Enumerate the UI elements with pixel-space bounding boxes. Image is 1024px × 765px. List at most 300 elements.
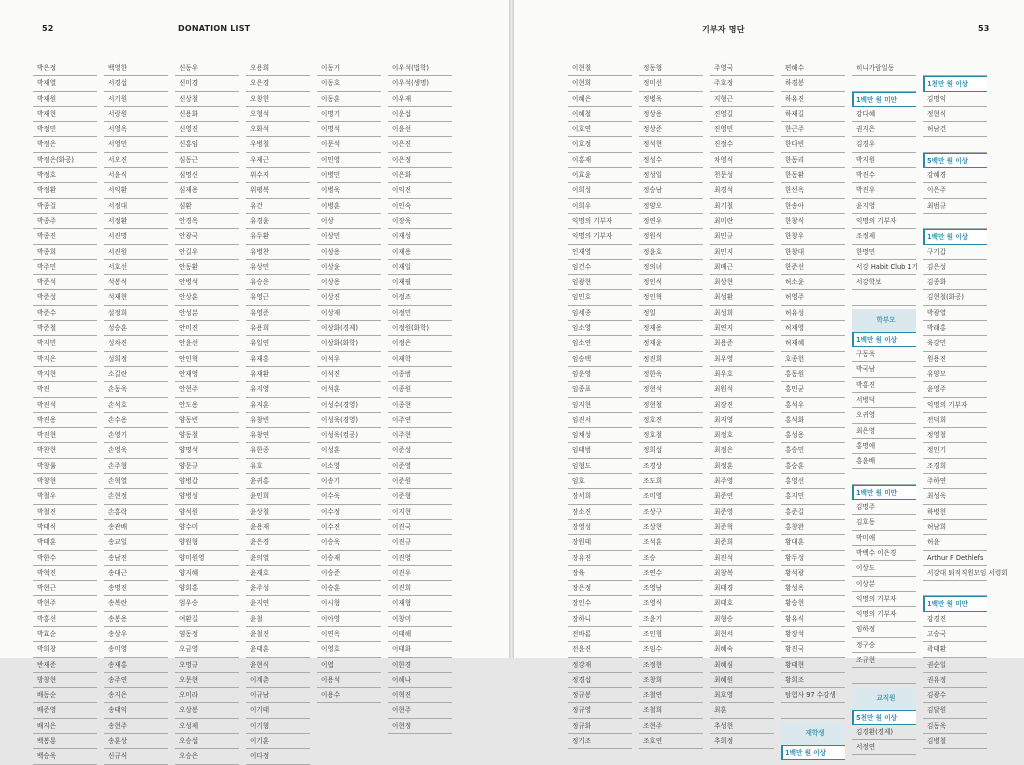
donor-name: 장서희 [568, 489, 632, 504]
donor-name: 정연우 [639, 214, 703, 229]
donor-name: 조도희 [639, 474, 703, 489]
left-page-number: 52 [42, 24, 54, 33]
donor-name: 오형석 [246, 107, 310, 122]
donor-name: 유호 [246, 459, 310, 474]
donor-name: 김경환(경제) [852, 725, 916, 740]
donor-name: 김광수 [923, 688, 987, 703]
donor-name: 이수정 [317, 505, 381, 520]
donor-name: 양병갑 [175, 474, 239, 489]
donor-name: 윤민희 [246, 489, 310, 504]
donor-name: 이상재 [317, 306, 381, 321]
blank-row [852, 290, 916, 305]
donor-name: 허남건 [923, 122, 987, 137]
donor-name: 최장진 [710, 398, 774, 413]
donor-name: 박종주 [33, 214, 97, 229]
donor-name: 임지현 [568, 398, 632, 413]
donor-name: 이명기 [317, 107, 381, 122]
donor-name: 박정환 [33, 183, 97, 198]
donor-name: 이익진 [388, 183, 452, 198]
donor-name: 이성욱(컴공) [317, 428, 381, 443]
donor-name: 김호동 [852, 515, 916, 530]
donor-name: 이은진 [388, 137, 452, 152]
donor-name: 허남희 [923, 520, 987, 535]
donor-name: 서정연 [852, 740, 916, 755]
donor-name: 호종헌 [781, 352, 845, 367]
donor-name: 이기태 [246, 703, 310, 718]
donor-name: 박진우 [852, 183, 916, 198]
donor-name: 박한수 [33, 551, 97, 566]
donor-name: 최정호 [710, 428, 774, 443]
donor-name: 최준희 [710, 535, 774, 550]
donor-name: 박은정 [33, 61, 97, 76]
donor-name: 조상구 [639, 505, 703, 520]
blank-row [852, 76, 916, 91]
donor-name: 황희조 [781, 673, 845, 688]
donor-name: 이성훈 [317, 443, 381, 458]
donor-name: 박효순 [33, 627, 97, 642]
donor-name: 유영근 [246, 290, 310, 305]
donor-name: 이혜철 [568, 107, 632, 122]
donor-name: 이성수(경영) [317, 398, 381, 413]
donor-name: 오용희 [246, 61, 310, 76]
donor-name: 이상화(화학) [317, 336, 381, 351]
donor-name: 황석광 [781, 566, 845, 581]
donor-name: 조규현 [852, 653, 916, 668]
donor-name: 이진영 [388, 551, 452, 566]
donor-name: 이우석(생명) [388, 76, 452, 91]
donor-name: 박현근 [33, 581, 97, 596]
donor-name: 강혜경 [923, 168, 987, 183]
donor-name: 유재흥 [246, 352, 310, 367]
donor-name: 오문현 [175, 673, 239, 688]
donor-name: 조임수 [639, 642, 703, 657]
donor-name: 안동환 [175, 260, 239, 275]
left-page-title: DONATION LIST [178, 24, 251, 33]
donor-name: 정인혁 [639, 290, 703, 305]
donor-name: 정상용 [639, 107, 703, 122]
donor-name: 서영옥 [104, 122, 168, 137]
donor-name: 주하연 [923, 474, 987, 489]
donor-name: 이상민 [317, 229, 381, 244]
donor-name: 양문규 [175, 459, 239, 474]
left-page [0, 0, 509, 761]
donor-name: 안성분 [175, 306, 239, 321]
donor-name: 최미란 [710, 214, 774, 229]
donor-name: 진영길 [710, 107, 774, 122]
donor-name: 이정원(화학) [388, 321, 452, 336]
donor-name: 박준수 [33, 306, 97, 321]
donor-name: 안미진 [175, 321, 239, 336]
donor-name: 최성욱 [923, 489, 987, 504]
donor-name: 이현주 [388, 703, 452, 718]
donor-name: 정성일 [639, 168, 703, 183]
donation-tier-label: 5천만 원 이상 [852, 710, 916, 725]
section-heading: 재학생 [781, 722, 845, 745]
donor-name: 오창헌 [246, 92, 310, 107]
donor-name: 이진규 [388, 535, 452, 550]
donor-name: 정경섭 [568, 673, 632, 688]
donor-name: 이상화(경제) [317, 321, 381, 336]
donor-name: 이민영 [317, 153, 381, 168]
donor-name: 익명의 기부자 [923, 398, 987, 413]
donor-name: 이석훈 [317, 382, 381, 397]
donor-name: 임운영 [568, 367, 632, 382]
donor-name: 조상현 [639, 520, 703, 535]
donor-name: 안병석 [175, 275, 239, 290]
donor-name: 안광국 [175, 229, 239, 244]
donor-name: 유지영 [246, 382, 310, 397]
donor-name: 정규봉 [568, 688, 632, 703]
donor-name: 이정은 [388, 336, 452, 351]
donor-name: 안윤선 [175, 336, 239, 351]
donor-name: 추성현 [710, 719, 774, 734]
donor-name: 이현철 [568, 61, 632, 76]
donor-name: 정미선 [639, 76, 703, 91]
donor-name: 정현식 [923, 107, 987, 122]
donor-name: 장유진 [568, 551, 632, 566]
donor-name: 최호영 [710, 688, 774, 703]
donor-name: 권지은 [852, 122, 916, 137]
donor-name: 홍영선 [781, 474, 845, 489]
donor-name: 홍준길 [781, 505, 845, 520]
donor-name: 이시형 [317, 596, 381, 611]
donor-name: 최혜심 [710, 658, 774, 673]
donor-name: 서영민 [104, 137, 168, 152]
donor-name: 이재필 [388, 275, 452, 290]
donor-name: 유상민 [246, 260, 310, 275]
left-column-4 [246, 61, 310, 765]
donor-name: 서강 Habit Club 1기 [852, 260, 916, 275]
donor-name: 양원형 [175, 535, 239, 550]
donor-name: 윤주성 [246, 581, 310, 596]
donor-name: 최태경 [710, 581, 774, 596]
donor-name: 최우영 [710, 352, 774, 367]
donation-tier-label: 1백만 원 이상 [852, 332, 916, 347]
donor-name: 정한욱 [639, 367, 703, 382]
donor-name: 엄우승 [175, 596, 239, 611]
blank-row [852, 469, 916, 484]
donor-name: 이송기 [317, 474, 381, 489]
donor-name: 송명진 [104, 581, 168, 596]
donor-name: 양수미 [175, 520, 239, 535]
right-column-3 [710, 61, 774, 749]
donor-name: 서진원 [104, 245, 168, 260]
donor-name: 백영한 [104, 61, 168, 76]
donor-name: 위평복 [246, 183, 310, 198]
donor-name: 주호정 [710, 76, 774, 91]
donor-name: 신용화 [175, 107, 239, 122]
donor-name: 조현주 [639, 719, 703, 734]
right-page-title: 기부자 명단 [702, 25, 745, 34]
donor-name: 황승현 [781, 596, 845, 611]
donor-name: 하경봉 [781, 76, 845, 91]
donor-name: 박진석 [33, 398, 97, 413]
donor-name: 양지혜 [175, 566, 239, 581]
donor-name: 한선옥 [781, 183, 845, 198]
donor-name: 조경희 [923, 459, 987, 474]
donor-name: 여환길 [175, 612, 239, 627]
donor-name: 최훈 [710, 703, 774, 718]
donor-name: 유일연 [246, 336, 310, 351]
donor-name: 이주현 [388, 428, 452, 443]
donor-name: 육강민 [923, 336, 987, 351]
donor-name: 정현철 [639, 398, 703, 413]
donor-name: 이주연 [388, 413, 452, 428]
donor-name: 황유식 [781, 612, 845, 627]
donor-name: 박창률 [33, 459, 97, 474]
donor-name: 박지현 [33, 367, 97, 382]
donor-name: 윤귀홍 [246, 474, 310, 489]
donor-name: 김은성 [923, 260, 987, 275]
donor-name: 방창현 [33, 673, 97, 688]
donor-name: 손홍락 [104, 505, 168, 520]
donor-name: 최민지 [710, 245, 774, 260]
donor-name: 이정민 [388, 306, 452, 321]
donor-name: 임세종 [568, 306, 632, 321]
donor-name: 박광열 [923, 306, 987, 321]
blank-row [923, 137, 987, 152]
donor-name: 조호연 [639, 734, 703, 749]
donation-tier-label: 1백만 원 미만 [852, 485, 916, 500]
donor-name: 최지영 [710, 413, 774, 428]
donor-name: 서병덕 [852, 393, 916, 408]
donor-name: 정양오 [639, 199, 703, 214]
blank-row [923, 214, 987, 229]
donor-name: 유양모 [923, 367, 987, 382]
donor-name: 이상분 [852, 577, 916, 592]
donor-name: 윤은경 [246, 535, 310, 550]
right-page-number: 53 [978, 24, 990, 33]
donor-name: 곽태환 [923, 642, 987, 657]
donor-name: 정규화 [568, 719, 632, 734]
donor-name: 조인형 [639, 627, 703, 642]
donor-name: 이효윤 [568, 168, 632, 183]
donor-name: 송남진 [104, 551, 168, 566]
donor-name: 임광현 [568, 275, 632, 290]
donor-name: 박진 [33, 382, 97, 397]
donor-name: 박주민 [33, 260, 97, 275]
donor-name: 오은경 [246, 76, 310, 91]
donor-name: 배동순 [33, 688, 97, 703]
donor-name: 이종현 [388, 398, 452, 413]
donor-name: 최창복 [710, 566, 774, 581]
right-column-2 [639, 61, 703, 749]
donor-name: 이계춘 [246, 673, 310, 688]
donor-name: 김명주 [852, 500, 916, 515]
donor-name: 오승섭 [175, 734, 239, 749]
donor-name: 이기훈 [246, 734, 310, 749]
donor-name: 이용수 [317, 688, 381, 703]
donor-name: 박종희 [33, 245, 97, 260]
donor-name: 신미경 [175, 76, 239, 91]
donor-name: 이우석(법학) [388, 61, 452, 76]
donor-name: 이진희 [388, 581, 452, 596]
donor-name: 이혜은 [568, 92, 632, 107]
donor-name: 심명신 [175, 168, 239, 183]
donor-name: 송태익 [104, 703, 168, 718]
donor-name: 서진명 [104, 229, 168, 244]
donor-name: 염동정 [175, 627, 239, 642]
donor-name: 정영철 [923, 428, 987, 443]
donor-name: 박종걸 [33, 199, 97, 214]
donor-name: 송현주 [104, 719, 168, 734]
donor-name: 오승은 [175, 749, 239, 764]
section-heading: 학부모 [852, 309, 916, 332]
donor-name: 손영욱 [104, 443, 168, 458]
donor-name: 정인기 [923, 443, 987, 458]
donor-name: 이희성 [568, 183, 632, 198]
donor-name: 윤용재 [246, 520, 310, 535]
donor-name: 안길우 [175, 245, 239, 260]
donor-name: 임소연 [568, 336, 632, 351]
donor-name: 황대훈 [781, 535, 845, 550]
donor-name: 박재원 [33, 92, 97, 107]
donor-name: 석봉식 [104, 275, 168, 290]
donor-name: 황두성 [781, 551, 845, 566]
donor-name: 김경우 [852, 137, 916, 152]
donor-name: 박진수 [852, 168, 916, 183]
donor-name: 이지현 [388, 505, 452, 520]
donor-name: 최정훈 [710, 459, 774, 474]
donor-name: 신영진 [175, 122, 239, 137]
donor-name: 홍승민 [781, 443, 845, 458]
donor-name: 유병찬 [246, 245, 310, 260]
donor-name: 성차진 [104, 336, 168, 351]
donor-name: 임형도 [568, 459, 632, 474]
donor-name: 윤지연 [246, 596, 310, 611]
donor-name: 김현철(화공) [923, 290, 987, 305]
donor-name: 정의녀 [639, 260, 703, 275]
donor-name: 양동빈 [175, 413, 239, 428]
donor-name: 이상용 [317, 245, 381, 260]
donation-tier-label: 1백만 원 이상 [923, 229, 987, 244]
donor-name: 서기원 [104, 92, 168, 107]
donor-name: 최준영 [710, 505, 774, 520]
donor-name: 송훈상 [104, 734, 168, 749]
donor-name: 박철우 [33, 489, 97, 504]
donor-name: 박정은 [33, 137, 97, 152]
donor-name: 정기조 [568, 734, 632, 749]
donor-name: 진영민 [710, 122, 774, 137]
donor-name: 임호 [568, 474, 632, 489]
donor-name: 이희우 [568, 199, 632, 214]
donor-name: 조철희 [639, 703, 703, 718]
donor-name: 권순일 [923, 658, 987, 673]
donor-name: 임건수 [568, 260, 632, 275]
donor-name: 이승욱 [317, 535, 381, 550]
donor-name: 정일 [639, 306, 703, 321]
donor-name: 지형근 [710, 92, 774, 107]
donor-name: 이아영 [317, 612, 381, 627]
donor-name: 심동근 [175, 153, 239, 168]
donor-name: 임소영 [568, 321, 632, 336]
donor-name: 익명의 기부자 [852, 607, 916, 622]
left-column-5 [317, 61, 381, 703]
donor-name: 유창연 [246, 428, 310, 443]
donor-name: 이재용 [388, 245, 452, 260]
donor-name: 허윤 [923, 535, 987, 550]
blank-row [923, 581, 987, 596]
donor-name: 한다빈 [781, 137, 845, 152]
donor-name: 박찬현 [33, 443, 97, 458]
donor-name: 손동욱 [104, 382, 168, 397]
donor-name: 오명규 [175, 658, 239, 673]
donor-name: 신홍임 [175, 137, 239, 152]
donor-name: 박철진 [33, 505, 97, 520]
donor-name: 홍승훈 [781, 459, 845, 474]
donor-name: 한동환 [781, 168, 845, 183]
donor-name: 이성욱(경영) [317, 413, 381, 428]
donor-name: 이제학 [388, 352, 452, 367]
donor-name: 백승욱 [33, 749, 97, 764]
donor-name: 이용석 [317, 673, 381, 688]
donation-tier-label: 1천만 원 이상 [923, 76, 987, 91]
donor-name: 박정은(화공) [33, 153, 97, 168]
donor-name: 이규남 [246, 688, 310, 703]
donor-name: 편혜수 [781, 61, 845, 76]
donor-name: 이영호 [317, 642, 381, 657]
donor-name: 조승 [639, 551, 703, 566]
donor-name: 이명석 [317, 122, 381, 137]
donor-name: 강다혜 [852, 107, 916, 122]
donor-name: 이동훈 [317, 92, 381, 107]
donor-name: 임채성 [568, 428, 632, 443]
donor-name: 윤의열 [246, 551, 310, 566]
donor-name: 정진희 [639, 352, 703, 367]
donor-name: 장은정 [568, 581, 632, 596]
donor-name: 최진석 [710, 551, 774, 566]
donor-name: 송교일 [104, 535, 168, 550]
donor-name: 홍창완 [781, 520, 845, 535]
donor-name: 이운섭 [388, 107, 452, 122]
donor-name: 박재현 [33, 107, 97, 122]
donor-name: 안현주 [175, 382, 239, 397]
donor-name: 이수진 [317, 520, 381, 535]
donor-name: 주영국 [710, 61, 774, 76]
donor-name: 최혜원 [710, 673, 774, 688]
donor-name: 박혁진 [33, 566, 97, 581]
donor-name: 허재혜 [781, 336, 845, 351]
donor-name: 고승국 [923, 627, 987, 642]
donor-name: 유영준 [246, 306, 310, 321]
donor-name: 우병철 [246, 137, 310, 152]
left-column-1 [33, 61, 97, 765]
donor-name: 전바롬 [568, 627, 632, 642]
donor-name: 정상준 [639, 122, 703, 137]
donor-name: 이준원 [388, 474, 452, 489]
donor-name: 홍동원 [781, 367, 845, 382]
donor-name: 오상봉 [175, 703, 239, 718]
donor-name: 송미영 [104, 642, 168, 657]
donor-name: 이인숙 [388, 199, 452, 214]
donor-name: 박희창 [33, 642, 97, 657]
right-page [514, 0, 1024, 757]
donor-name: 이동기 [317, 61, 381, 76]
donor-name: 하병헌 [923, 505, 987, 520]
donor-name: 정윤호 [639, 245, 703, 260]
donor-name: 정승남 [639, 183, 703, 198]
donor-name: 박정호 [33, 168, 97, 183]
donor-name: 송주연 [104, 673, 168, 688]
donation-tier-label: 1백만 원 이상 [781, 745, 845, 760]
donor-name: 박현주 [33, 596, 97, 611]
donor-name: 박진용 [33, 413, 97, 428]
donor-name: 차영식 [710, 153, 774, 168]
donor-name: 최현서 [710, 627, 774, 642]
donor-name: 이태화 [388, 642, 452, 657]
donor-name: 이우재 [388, 92, 452, 107]
donor-name: 송지은 [104, 688, 168, 703]
